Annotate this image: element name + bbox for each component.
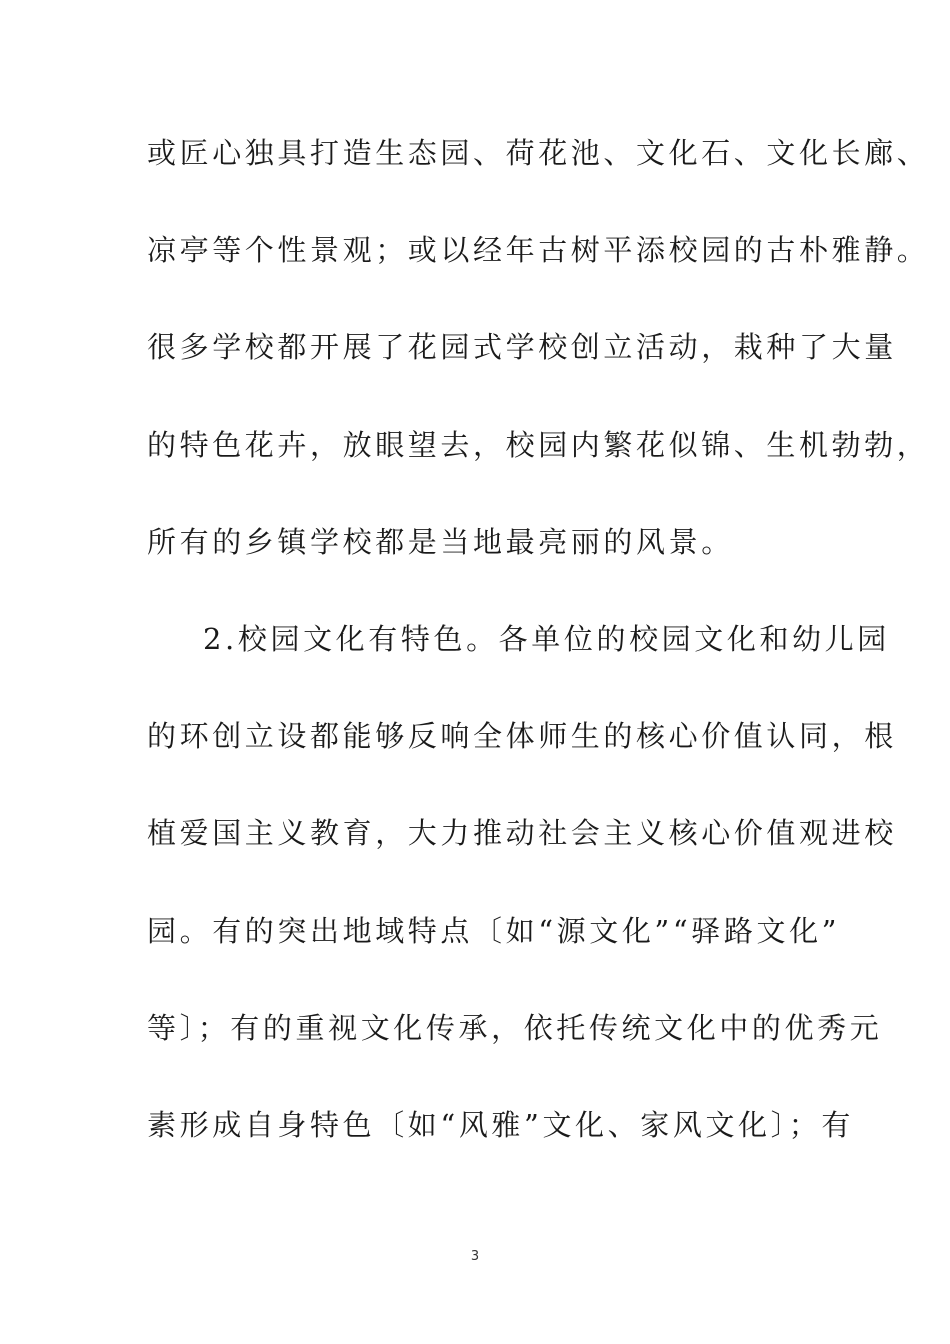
text-line: 或匠心独具打造生态园、荷花池、文化石、文化长廊、 bbox=[147, 136, 930, 170]
text-line: 所有的乡镇学校都是当地最亮丽的风景。 bbox=[147, 524, 734, 559]
body-text bbox=[147, 122, 930, 1191]
text-line: 的环创立设都能够反响全体师生的核心价值认同，根 bbox=[147, 719, 897, 754]
text-line: 素形成自身特色〔如“风雅”文化、家风文化〕；有 bbox=[147, 1107, 854, 1142]
text-line: 凉亭等个性景观；或以经年古树平添校园的古朴雅静。 bbox=[147, 233, 930, 268]
text-line: 的特色花卉，放眼望去，校园内繁花似锦、生机勃勃， bbox=[147, 427, 930, 462]
paragraph-heading-line: 2.校园文化有特色。各单位的校园文化和幼儿园 bbox=[203, 621, 890, 656]
page-number: 3 bbox=[470, 1249, 480, 1264]
text-line: 园。有的突出地域特点〔如“源文化”“驿路文化” bbox=[147, 913, 841, 948]
text-line: 等〕；有的重视文化传承，依托传统文化中的优秀元 bbox=[147, 1010, 883, 1045]
text-line: 植爱国主义教育，大力推动社会主义核心价值观进校 bbox=[147, 816, 897, 851]
text-line: 很多学校都开展了花园式学校创立活动，栽种了大量 bbox=[147, 330, 897, 365]
